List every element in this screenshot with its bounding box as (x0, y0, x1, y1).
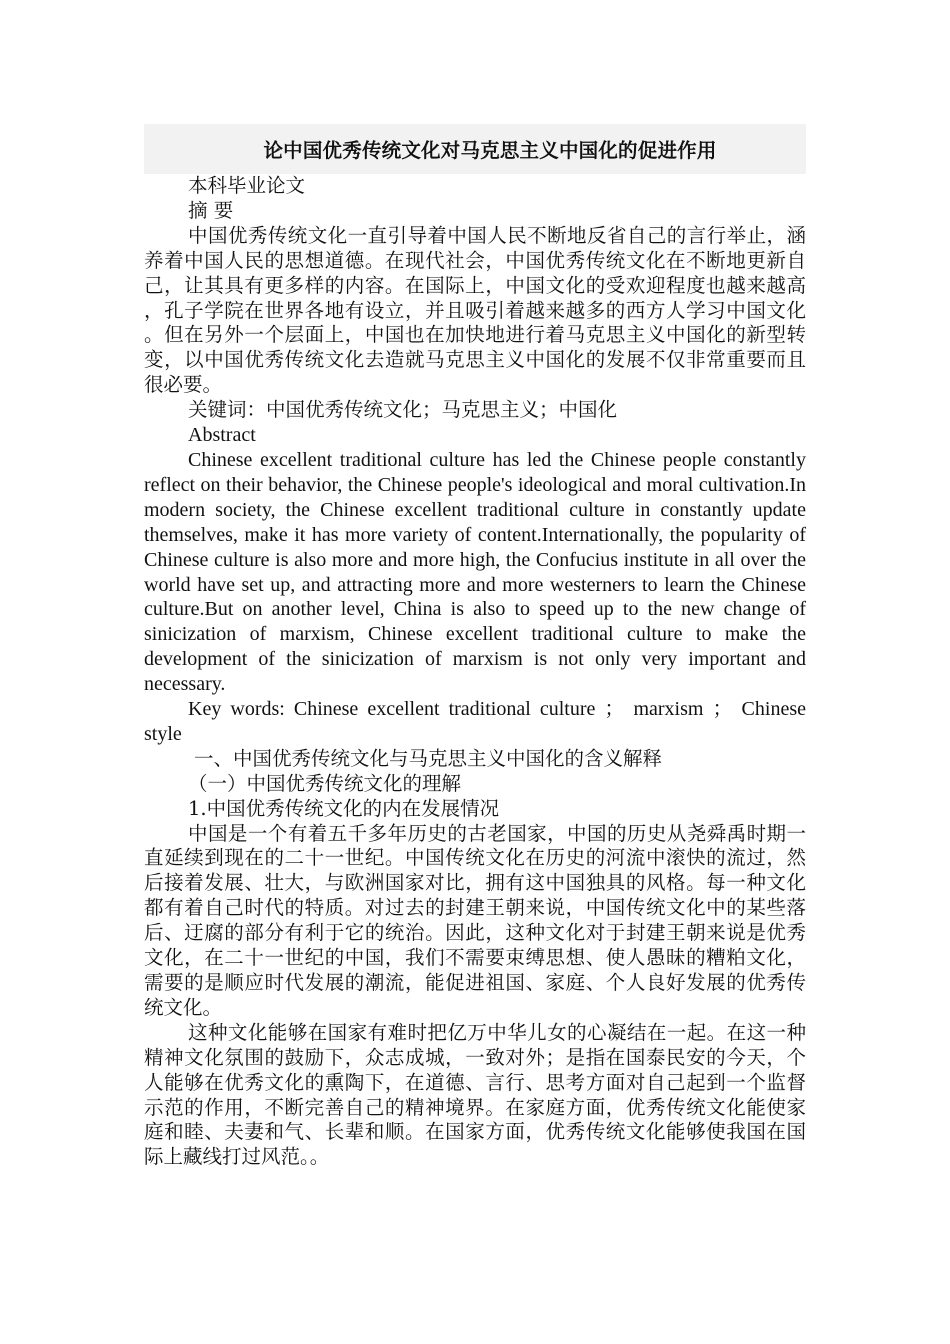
title-bar (144, 124, 806, 174)
document-title: 论中国优秀传统文化对马克思主义中国化的促进作用 (263, 139, 717, 162)
abstract-en-label: Abstract (188, 424, 256, 447)
keywords-cn: 关键词：中国优秀传统文化；马克思主义；中国化 (188, 398, 618, 422)
keywords-en: Key words: Chinese excellent traditional culture ； marxism ； Chinese style (144, 698, 806, 745)
subtitle: 本科毕业论文 (188, 174, 306, 197)
section-1-1-heading: （一）中国优秀传统文化的理解 (188, 771, 462, 795)
document-page (144, 124, 806, 1170)
abstract-en-paragraph: Chinese excellent traditional culture has led the Chinese people constantly reflect on their behavior, the Chinese people's ideological and moral cultivation.In modern society, the Chinese excellent traditional culture in constantly update themselves, make it has more variety of content.Internationally, the popularity of Chinese culture is also more and more high, the Confucius institute in all over the world have set up, and attracting more and more westerners to learn the Chinese culture.But on another level, China is also to speed up to the new change of sinicization of marxism, Chinese excellent traditional culture to make the development of the sinicization of marxism is not only very important and necessary. (144, 448, 806, 696)
section-1-heading: 一、中国优秀传统文化与马克思主义中国化的含义解释 (194, 746, 663, 770)
section-1-1-1-heading: 1.中国优秀传统文化的内在发展情况 (188, 796, 500, 820)
abstract-cn-label: 摘 要 (188, 198, 234, 222)
paragraph-history: 中国是一个有着五千多年历史的古老国家，中国的历史从尧舜禹时期一直延续到现在的二十一世纪。中国传统文化在历史的河流中滚快的流过，然后接着发展、壮大，与欧洲国家对比，拥有这中国独具的风格。每一种文化都有着自己时代的特质。对过去的封建王朝来说，中国传统文化中的某些落后、迂腐的部分有利于它的统治。因此，这种文化对于封建王朝来说是优秀文化，在二十一世纪的中国，我们不需要束缚思想、使人愚昧的糟粕文化，需要的是顺应时代发展的潮流，能促进祖国、家庭、个人良好发展的优秀传统文化。 (144, 821, 806, 1019)
document-body (144, 174, 806, 1170)
paragraph-culture-role: 这种文化能够在国家有难时把亿万中华儿女的心凝结在一起。在这一种精神文化氛围的鼓励下，众志成城，一致对外；是指在国泰民安的今天，个人能够在优秀文化的熏陶下，在道德、言行、思考方面对自己起到一个监督示范的作用，不断完善自己的精神境界。在家庭方面，优秀传统文化能使家庭和睦、夫妻和气、长辈和顺。在国家方面，优秀传统文化能够使我国在国际上藏线打过风范。。 (144, 1020, 806, 1169)
abstract-cn-paragraph: 中国优秀传统文化一直引导着中国人民不断地反省自己的言行举止，涵养着中国人民的思想道德。在现代社会，中国优秀传统文化在不断地更新自己，让其具有更多样的内容。在国际上，中国文化的受欢迎程度也越来越高，孔子学院在世界各地有设立，并且吸引着越来越多的西方人学习中国文化。但在另外一个层面上，中国也在加快地进行着马克思主义中国化的新型转变，以中国优秀传统文化去造就马克思主义中国化的发展不仅非常重要而且很必要。 (144, 223, 806, 397)
